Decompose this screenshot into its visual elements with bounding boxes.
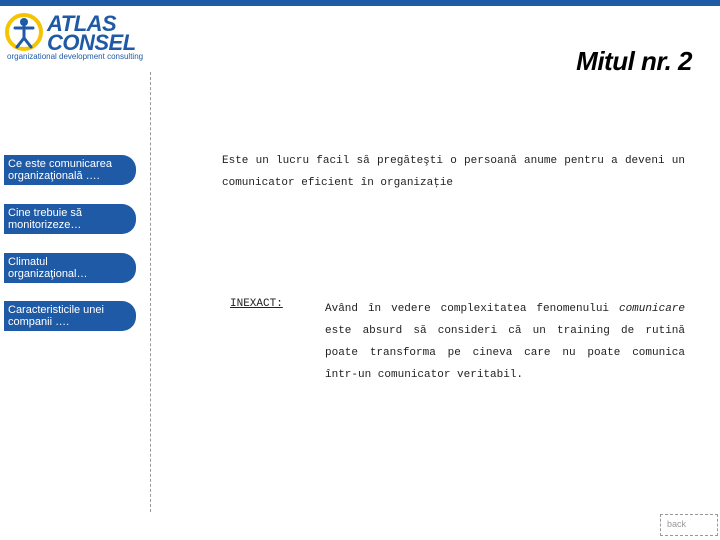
nav-item-climate[interactable] [4,253,136,283]
nav-item-label: Cine trebuie să monitorizeze… [8,207,82,231]
nav-item-label: Ce este comunicarea organizaţională …. [8,158,112,182]
page-title: Mitul nr. 2 [576,46,692,76]
logo-figure-icon [5,12,43,52]
explanation-emphasis: comunicare [618,303,685,315]
nav-item-communication[interactable] [4,155,136,185]
back-button[interactable]: back [660,514,718,536]
explanation-text [325,298,685,386]
logo-line-2: CONSEL [47,30,136,55]
nav-item-label: Caracteristicile unei companii …. [8,304,104,328]
logo-wordmark [47,11,136,55]
company-logo [5,12,155,64]
nav-item-label: Climatul organizaţional… [8,256,88,280]
nav-item-monitoring[interactable] [4,204,136,234]
top-bar [0,0,720,6]
explanation-part-1: Având în vedere complexitatea fenomenului [325,303,619,315]
verdict-label: INEXACT: [230,298,283,310]
nav-item-characteristics[interactable] [4,301,136,331]
explanation-part-2: este absurd să consideri că un training de rutină poate transforma pe cineva care nu poate comunica într-un comunicator veritabil. [325,325,685,381]
myth-statement: Este un lucru facil să pregăteşti o persoană anume pentru a deveni un comunicator eficient în organizaţie [222,155,685,189]
logo-line-1: ATLAS [47,11,117,36]
divider-vertical [150,72,151,512]
logo-tagline: organizational development consulting [7,52,144,61]
